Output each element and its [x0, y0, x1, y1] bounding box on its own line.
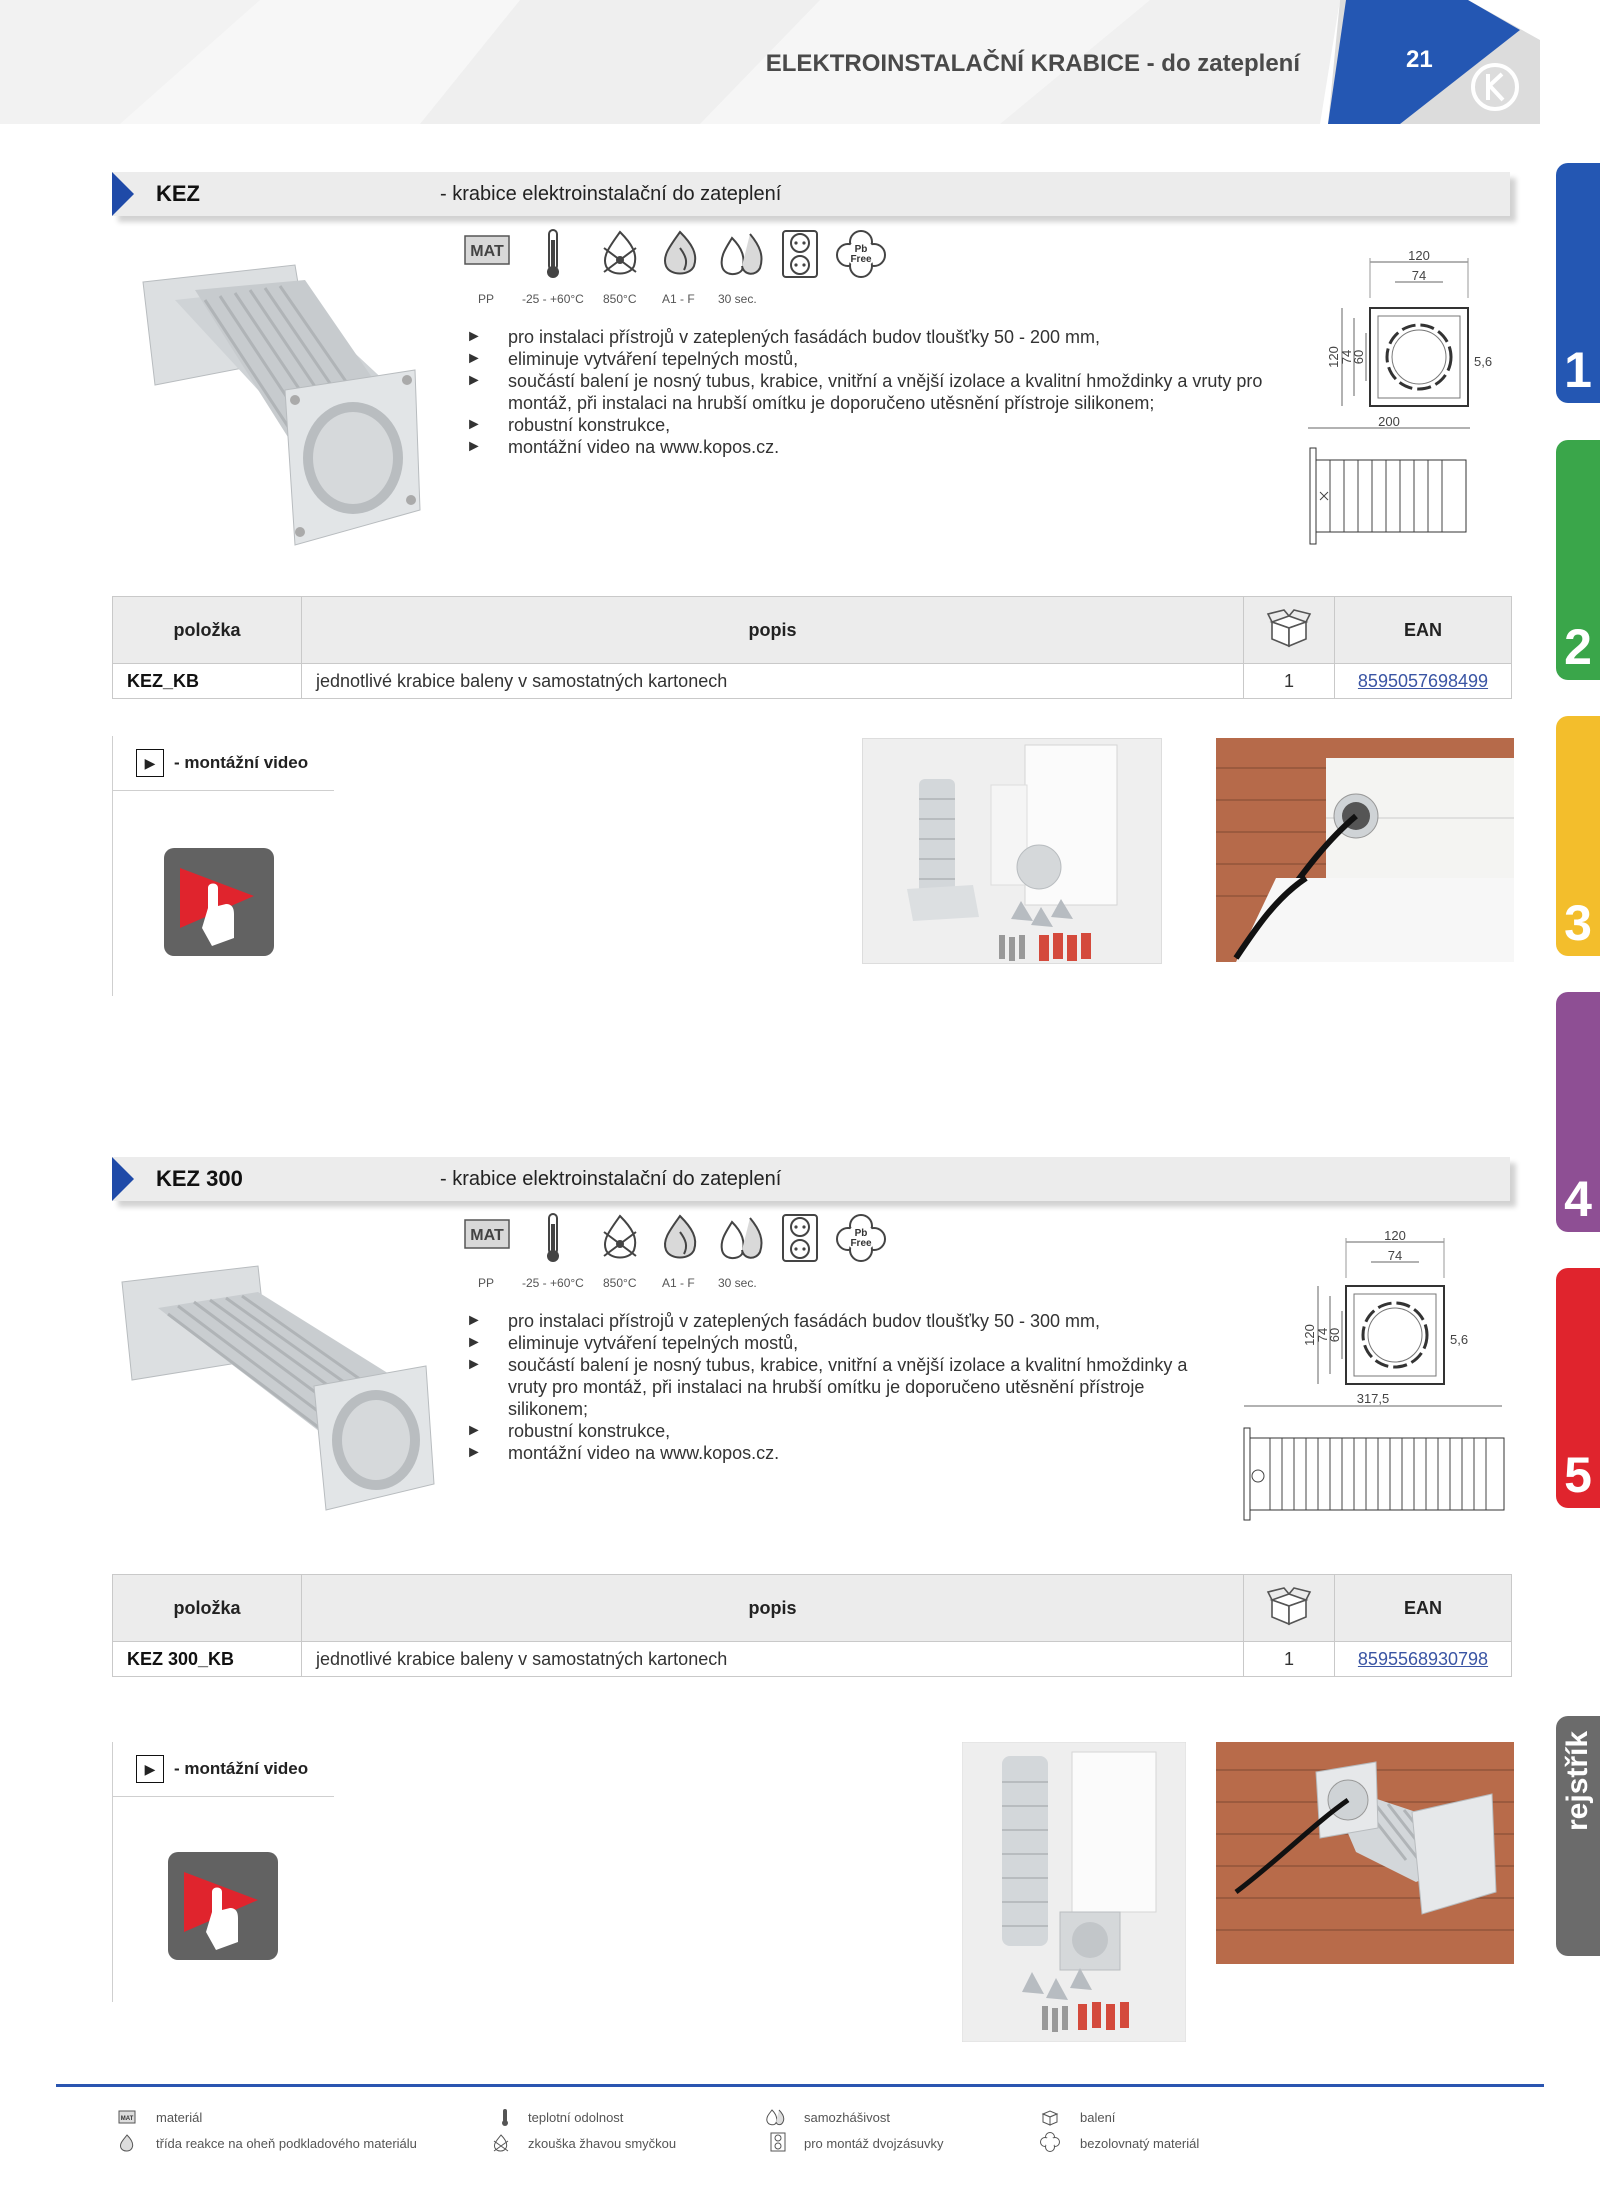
tab-chapter-4[interactable]: 4 [1556, 992, 1600, 1232]
pb-free-icon [836, 1212, 884, 1262]
thermometer-icon [538, 1212, 586, 1262]
table-row [113, 1642, 1512, 1677]
column-header: položka [113, 597, 302, 664]
icon-label-material: PP [478, 292, 495, 306]
flame-icon [118, 2134, 136, 2152]
list-item: ► pro instalaci přístrojů v zateplených fasádách budov tloušťky 50 - 200 mm, [466, 326, 1266, 348]
svg-text:Pb: Pb [854, 244, 868, 255]
icon-label-glow-wire: 850°C [603, 292, 637, 306]
icon-label-glow-wire: 850°C [603, 1276, 637, 1290]
self-extinguish-icon [718, 228, 766, 278]
list-item: ► eliminuje vytváření tepelných mostů, [466, 1332, 1226, 1354]
list-item: ► montážní video na www.kopos.cz. [466, 436, 1266, 458]
package-icon [1040, 2108, 1058, 2126]
svg-text:74: 74 [1411, 268, 1427, 283]
legend-label: materiál [156, 2110, 203, 2125]
mat-icon [118, 2110, 136, 2128]
pb-free-icon [836, 228, 884, 278]
product-description: - krabice elektroinstalační do zateplení [440, 1168, 782, 1190]
kopos-logo-icon [1470, 62, 1520, 117]
product-description: - krabice elektroinstalační do zateplení [440, 183, 782, 205]
tab-chapter-2[interactable]: 2 [1556, 440, 1600, 680]
glow-wire-icon [598, 1212, 646, 1262]
list-item: ► montážní video na www.kopos.cz. [466, 1442, 1226, 1464]
divider [112, 1796, 334, 1797]
double-socket-icon [780, 228, 828, 278]
self-extinguish-icon [766, 2108, 784, 2126]
thermometer-icon [496, 2108, 514, 2126]
list-item: ► pro instalaci přístrojů v zateplených fasádách budov tloušťky 50 - 300 mm, [466, 1310, 1226, 1332]
svg-text:60: 60 [1327, 1327, 1342, 1343]
svg-text:5,6: 5,6 [1474, 354, 1493, 369]
mat-icon [463, 232, 511, 282]
double-socket-icon [770, 2132, 788, 2150]
svg-text:Free: Free [850, 1238, 872, 1249]
feature-list [466, 1310, 1226, 1464]
feature-list [466, 326, 1266, 458]
product-image-kez-300 [118, 1262, 438, 1517]
svg-text:200: 200 [1378, 414, 1400, 429]
column-header: položka [113, 1575, 302, 1642]
glow-wire-icon [598, 228, 646, 278]
svg-text:MAT: MAT [470, 243, 504, 260]
installation-photo [1216, 738, 1514, 962]
technical-drawing-kez [1290, 248, 1520, 557]
svg-text:120: 120 [1384, 1228, 1406, 1243]
double-socket-icon [780, 1212, 828, 1262]
svg-text:Free: Free [850, 254, 872, 265]
tab-chapter-5[interactable]: 5 [1556, 1268, 1600, 1508]
svg-text:MAT: MAT [470, 1227, 504, 1244]
legend-label: pro montáž dvojzásuvky [804, 2136, 944, 2151]
video-play-button[interactable] [168, 1852, 278, 1960]
legend-label: teplotní odolnost [528, 2110, 624, 2125]
ean-link[interactable]: 8595568930798 [1335, 1642, 1512, 1677]
tab-chapter-3[interactable]: 3 [1556, 716, 1600, 956]
svg-text:5,6: 5,6 [1450, 1332, 1469, 1347]
flame-icon [658, 1212, 706, 1262]
item-description: jednotlivé krabice baleny v samostatných kartonech [302, 664, 1244, 699]
legend-label: bezolovnatý materiál [1080, 2136, 1200, 2151]
svg-text:74: 74 [1339, 349, 1354, 365]
svg-text:Pb: Pb [854, 1228, 868, 1239]
icon-label-material: PP [478, 1276, 495, 1290]
technical-drawing-kez-300 [1240, 1228, 1510, 1533]
product-code: KEZ [156, 181, 200, 206]
package-icon [1244, 597, 1335, 664]
svg-text:120: 120 [1326, 346, 1341, 368]
svg-text:120: 120 [1408, 248, 1430, 263]
flame-icon [658, 228, 706, 278]
icon-label-self-extinguish: 30 sec. [718, 292, 757, 306]
svg-text:74: 74 [1387, 1248, 1403, 1263]
section-arrow-icon [112, 1157, 134, 1201]
icon-label-fire-class: A1 - F [662, 1276, 695, 1290]
legend-label: třída reakce na oheň podkladového materiálu [156, 2136, 417, 2151]
svg-text:MAT: MAT [120, 2116, 134, 2122]
video-play-button[interactable] [164, 848, 274, 956]
icon-label-temperature: -25 - +60°C [522, 1276, 584, 1290]
ean-link[interactable]: 8595057698499 [1335, 664, 1512, 699]
video-label: - montážní video [174, 1759, 309, 1778]
section-bar-kez-300 [112, 1157, 1510, 1201]
list-item: ► součástí balení je nosný tubus, krabice, vnitřní a vnější izolace a kvalitní hmoždinky a vruty pro montáž, při instalaci na hrubší omítku je doporučeno utěsnění přístroje silikonem; [466, 1354, 1226, 1420]
item-code: KEZ_KB [113, 664, 302, 699]
icon-label-fire-class: A1 - F [662, 292, 695, 306]
page-number: 21 [1406, 46, 1433, 73]
divider [112, 790, 334, 791]
item-quantity: 1 [1244, 664, 1335, 699]
play-icon[interactable]: ▶ [136, 749, 164, 777]
product-code: KEZ 300 [156, 1166, 243, 1191]
legend-label: balení [1080, 2110, 1116, 2125]
glow-wire-icon [492, 2134, 510, 2152]
package-icon [1244, 1575, 1335, 1642]
pb-free-icon [1040, 2132, 1058, 2150]
list-item: ► eliminuje vytváření tepelných mostů, [466, 348, 1266, 370]
mat-icon [463, 1216, 511, 1266]
column-header: EAN [1335, 1575, 1512, 1642]
section-arrow-icon [112, 172, 134, 216]
column-header: EAN [1335, 597, 1512, 664]
list-item: ► robustní konstrukce, [466, 414, 1266, 436]
product-image-kez [135, 260, 425, 555]
list-item: ► robustní konstrukce, [466, 1420, 1226, 1442]
video-label: - montážní video [174, 753, 309, 772]
thermometer-icon [538, 228, 586, 278]
self-extinguish-icon [718, 1212, 766, 1262]
page-title: ELEKTROINSTALAČNÍ KRABICE - do zateplení [765, 50, 1300, 77]
product-table-kez-300 [112, 1574, 1512, 1677]
installation-photo [1216, 1742, 1514, 1964]
item-code: KEZ 300_KB [113, 1642, 302, 1677]
icon-label-self-extinguish: 30 sec. [718, 1276, 757, 1290]
product-kit-photo [862, 738, 1162, 964]
tab-chapter-1[interactable]: 1 [1556, 163, 1600, 403]
footer-divider [56, 2084, 1544, 2087]
section-bar-kez [112, 172, 1510, 216]
column-header: popis [302, 1575, 1244, 1642]
list-item: ► součástí balení je nosný tubus, krabice, vnitřní a vnější izolace a kvalitní hmoždinky a vruty pro montáž, při instalaci na hrubší omítku je doporučeno utěsnění přístroje silikonem; [466, 370, 1266, 414]
table-row [113, 664, 1512, 699]
svg-text:317,5: 317,5 [1356, 1391, 1390, 1406]
play-icon[interactable]: ▶ [136, 1755, 164, 1783]
svg-text:60: 60 [1351, 349, 1366, 365]
svg-text:120: 120 [1302, 1324, 1317, 1346]
legend-label: samozhášivost [804, 2110, 890, 2125]
svg-text:74: 74 [1315, 1327, 1330, 1343]
item-quantity: 1 [1244, 1642, 1335, 1677]
item-description: jednotlivé krabice baleny v samostatných kartonech [302, 1642, 1244, 1677]
column-header: popis [302, 597, 1244, 664]
legend-label: zkouška žhavou smyčkou [528, 2136, 677, 2151]
tab-index[interactable]: rejstřík [1556, 1716, 1600, 1956]
icon-label-temperature: -25 - +60°C [522, 292, 584, 306]
product-table-kez [112, 596, 1512, 699]
product-kit-photo [962, 1742, 1186, 2042]
